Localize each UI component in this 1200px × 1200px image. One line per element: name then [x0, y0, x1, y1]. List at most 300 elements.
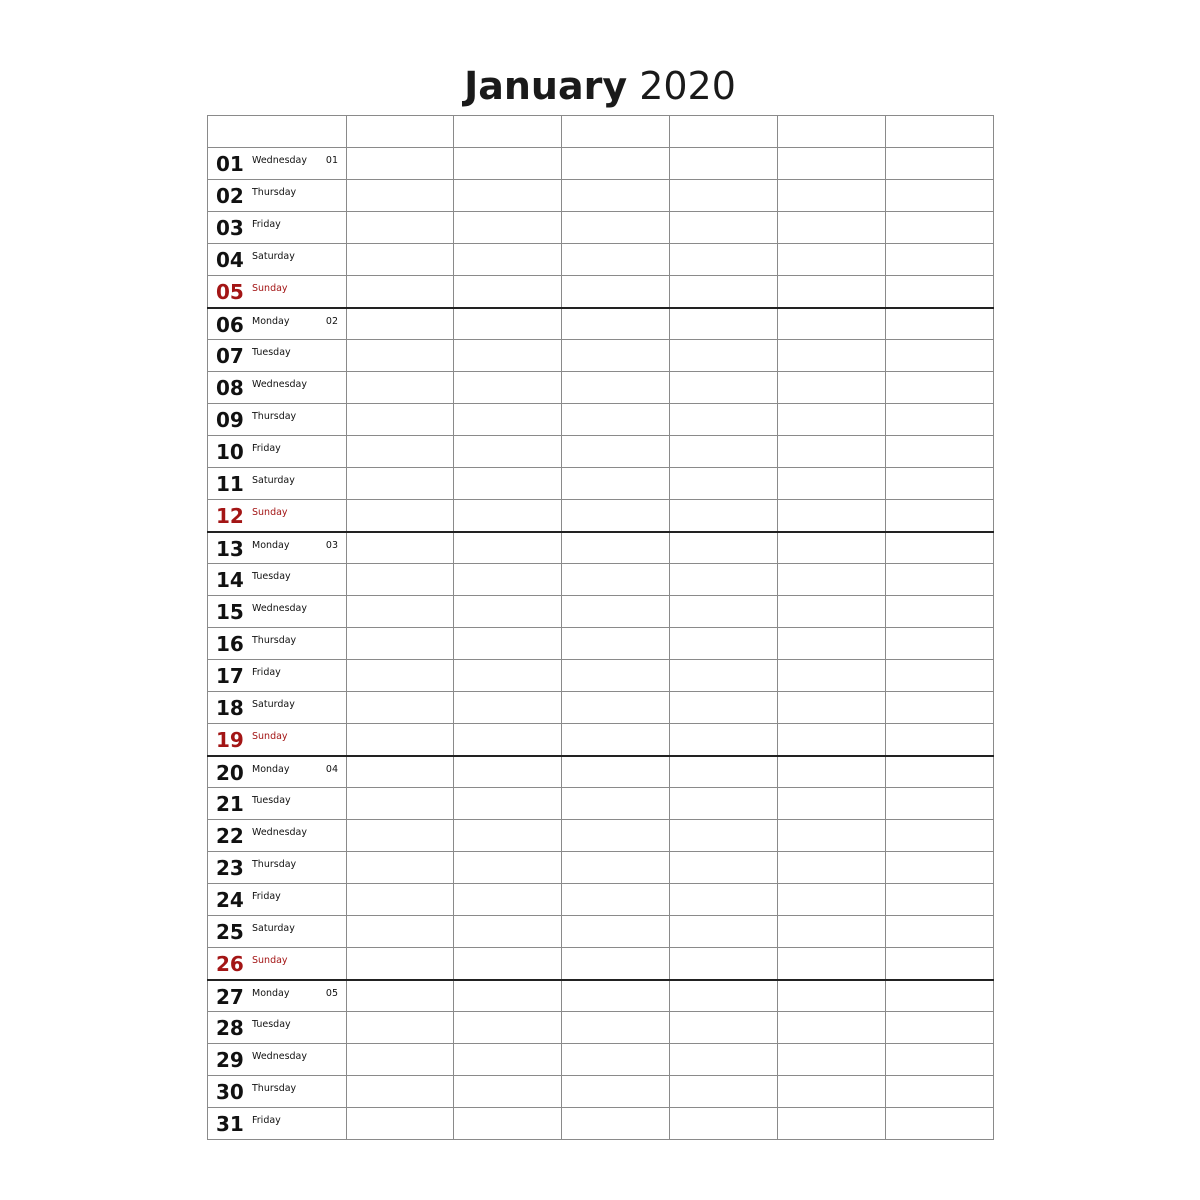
entry-cell[interactable]	[562, 852, 670, 884]
header-cell-member-6[interactable]	[886, 116, 994, 148]
day-row	[208, 372, 994, 404]
entry-cell[interactable]	[778, 500, 886, 532]
day-name: Wednesday	[252, 155, 308, 166]
entry-cell[interactable]	[347, 884, 454, 916]
day-label-cell	[208, 244, 347, 276]
entry-cell[interactable]	[778, 468, 886, 500]
day-name: Friday	[252, 443, 281, 454]
day-number: 02	[216, 184, 244, 208]
day-name: Wednesday	[252, 603, 308, 614]
entry-cell[interactable]	[562, 372, 670, 404]
entry-cell[interactable]	[454, 1108, 562, 1140]
entry-cell[interactable]	[347, 660, 454, 692]
entry-cell[interactable]	[347, 852, 454, 884]
day-name: Tuesday	[252, 347, 291, 358]
entry-cell[interactable]	[454, 564, 562, 596]
entry-cell[interactable]	[454, 244, 562, 276]
entry-cell[interactable]	[886, 148, 994, 180]
day-number: 30	[216, 1080, 244, 1104]
entry-cell[interactable]	[778, 660, 886, 692]
day-row	[208, 1076, 994, 1108]
day-number: 21	[216, 792, 244, 816]
entry-cell[interactable]	[347, 372, 454, 404]
day-row	[208, 628, 994, 660]
entry-cell[interactable]	[670, 308, 778, 340]
entry-cell[interactable]	[886, 180, 994, 212]
day-number: 06	[216, 312, 244, 337]
entry-cell[interactable]	[886, 532, 994, 564]
entry-cell[interactable]	[347, 692, 454, 724]
entry-cell[interactable]	[670, 148, 778, 180]
entry-cell[interactable]	[347, 788, 454, 820]
entry-cell[interactable]	[670, 180, 778, 212]
entry-cell[interactable]	[778, 404, 886, 436]
day-row	[208, 436, 994, 468]
entry-cell[interactable]	[562, 148, 670, 180]
entry-cell[interactable]	[670, 948, 778, 980]
entry-cell[interactable]	[454, 788, 562, 820]
entry-cell[interactable]	[778, 340, 886, 372]
entry-cell[interactable]	[670, 1044, 778, 1076]
day-name: Saturday	[252, 923, 295, 934]
entry-cell[interactable]	[778, 1076, 886, 1108]
entry-cell[interactable]	[670, 916, 778, 948]
entry-cell[interactable]	[670, 404, 778, 436]
day-number: 19	[216, 728, 244, 752]
entry-cell[interactable]	[778, 1012, 886, 1044]
day-number: 08	[216, 376, 244, 400]
day-label-cell	[208, 276, 347, 308]
header-cell-member-1[interactable]	[347, 116, 454, 148]
day-label-cell	[208, 436, 347, 468]
entry-cell[interactable]	[670, 372, 778, 404]
entry-cell[interactable]	[778, 756, 886, 788]
entry-cell[interactable]	[454, 884, 562, 916]
entry-cell[interactable]	[778, 212, 886, 244]
day-row	[208, 276, 994, 308]
day-label-cell	[208, 500, 347, 532]
entry-cell[interactable]	[562, 916, 670, 948]
entry-cell[interactable]	[347, 916, 454, 948]
day-row	[208, 212, 994, 244]
entry-cell[interactable]	[886, 884, 994, 916]
day-name: Thursday	[252, 1083, 297, 1094]
entry-cell[interactable]	[778, 916, 886, 948]
entry-cell[interactable]	[886, 308, 994, 340]
day-number: 17	[216, 664, 244, 688]
entry-cell[interactable]	[347, 1012, 454, 1044]
day-number: 25	[216, 920, 244, 944]
day-label-cell	[208, 628, 347, 660]
entry-cell[interactable]	[454, 1044, 562, 1076]
day-row	[208, 884, 994, 916]
day-name: Tuesday	[252, 1019, 291, 1030]
entry-cell[interactable]	[562, 884, 670, 916]
entry-cell[interactable]	[778, 532, 886, 564]
header-row	[208, 116, 994, 148]
day-row	[208, 596, 994, 628]
entry-cell[interactable]	[670, 852, 778, 884]
entry-cell[interactable]	[562, 724, 670, 756]
entry-cell[interactable]	[562, 980, 670, 1012]
entry-cell[interactable]	[347, 468, 454, 500]
day-row	[208, 916, 994, 948]
entry-cell[interactable]	[670, 276, 778, 308]
day-row	[208, 852, 994, 884]
entry-cell[interactable]	[562, 1076, 670, 1108]
entry-cell[interactable]	[886, 1012, 994, 1044]
entry-cell[interactable]	[454, 276, 562, 308]
day-row	[208, 500, 994, 532]
day-number: 12	[216, 504, 244, 528]
title-month: January	[464, 64, 628, 108]
entry-cell[interactable]	[562, 1108, 670, 1140]
entry-cell[interactable]	[347, 244, 454, 276]
entry-cell[interactable]	[562, 468, 670, 500]
entry-cell[interactable]	[454, 308, 562, 340]
entry-cell[interactable]	[347, 148, 454, 180]
entry-cell[interactable]	[778, 788, 886, 820]
entry-cell[interactable]	[347, 404, 454, 436]
entry-cell[interactable]	[670, 724, 778, 756]
entry-cell[interactable]	[562, 948, 670, 980]
entry-cell[interactable]	[454, 820, 562, 852]
day-name: Saturday	[252, 699, 295, 710]
entry-cell[interactable]	[562, 340, 670, 372]
entry-cell[interactable]	[347, 1044, 454, 1076]
entry-cell[interactable]	[670, 820, 778, 852]
entry-cell[interactable]	[562, 1044, 670, 1076]
day-row	[208, 1108, 994, 1140]
entry-cell[interactable]	[886, 276, 994, 308]
week-number: 03	[325, 539, 338, 551]
entry-cell[interactable]	[454, 852, 562, 884]
header-cell-member-3[interactable]	[562, 116, 670, 148]
day-number: 01	[216, 152, 244, 176]
entry-cell[interactable]	[886, 852, 994, 884]
week-number: 05	[325, 987, 338, 999]
entry-cell[interactable]	[562, 564, 670, 596]
entry-cell[interactable]	[886, 788, 994, 820]
entry-cell[interactable]	[778, 948, 886, 980]
day-number: 31	[216, 1112, 244, 1136]
day-row	[208, 468, 994, 500]
entry-cell[interactable]	[454, 1076, 562, 1108]
entry-cell[interactable]	[670, 564, 778, 596]
entry-cell[interactable]	[562, 788, 670, 820]
entry-cell[interactable]	[778, 1044, 886, 1076]
entry-cell[interactable]	[454, 692, 562, 724]
day-name: Friday	[252, 891, 281, 902]
entry-cell[interactable]	[562, 436, 670, 468]
day-row	[208, 308, 994, 340]
entry-cell[interactable]	[454, 180, 562, 212]
day-label-cell	[208, 1012, 347, 1044]
entry-cell[interactable]	[778, 308, 886, 340]
day-name: Saturday	[252, 475, 295, 486]
day-label-cell	[208, 756, 347, 788]
day-name: Thursday	[252, 859, 297, 870]
entry-cell[interactable]	[670, 756, 778, 788]
day-label-cell	[208, 308, 347, 340]
day-row	[208, 980, 994, 1012]
day-name: Thursday	[252, 635, 297, 646]
entry-cell[interactable]	[347, 180, 454, 212]
entry-cell[interactable]	[886, 948, 994, 980]
entry-cell[interactable]	[562, 1012, 670, 1044]
entry-cell[interactable]	[454, 340, 562, 372]
day-label-cell	[208, 468, 347, 500]
entry-cell[interactable]	[670, 500, 778, 532]
entry-cell[interactable]	[347, 948, 454, 980]
day-label-cell	[208, 148, 347, 180]
entry-cell[interactable]	[670, 596, 778, 628]
entry-cell[interactable]	[886, 372, 994, 404]
day-row	[208, 564, 994, 596]
entry-cell[interactable]	[670, 1012, 778, 1044]
day-row	[208, 756, 994, 788]
entry-cell[interactable]	[670, 692, 778, 724]
entry-cell[interactable]	[454, 724, 562, 756]
entry-cell[interactable]	[778, 180, 886, 212]
day-row	[208, 788, 994, 820]
entry-cell[interactable]	[886, 756, 994, 788]
entry-cell[interactable]	[886, 468, 994, 500]
entry-cell[interactable]	[347, 532, 454, 564]
day-label-cell	[208, 916, 347, 948]
day-name: Saturday	[252, 251, 295, 262]
entry-cell[interactable]	[562, 276, 670, 308]
entry-cell[interactable]	[886, 596, 994, 628]
day-name: Sunday	[252, 283, 288, 294]
day-row	[208, 340, 994, 372]
day-name: Sunday	[252, 507, 288, 518]
entry-cell[interactable]	[454, 980, 562, 1012]
entry-cell[interactable]	[347, 596, 454, 628]
entry-cell[interactable]	[347, 564, 454, 596]
entry-cell[interactable]	[670, 532, 778, 564]
entry-cell[interactable]	[886, 500, 994, 532]
planner-body	[208, 116, 994, 1140]
day-label-cell	[208, 820, 347, 852]
day-label-cell	[208, 660, 347, 692]
entry-cell[interactable]	[886, 820, 994, 852]
entry-cell[interactable]	[454, 468, 562, 500]
entry-cell[interactable]	[886, 244, 994, 276]
header-cell-member-4[interactable]	[670, 116, 778, 148]
entry-cell[interactable]	[670, 980, 778, 1012]
day-number: 22	[216, 824, 244, 848]
day-number: 10	[216, 440, 244, 464]
entry-cell[interactable]	[454, 500, 562, 532]
entry-cell[interactable]	[347, 1108, 454, 1140]
entry-cell[interactable]	[670, 788, 778, 820]
day-name: Monday	[252, 763, 290, 775]
entry-cell[interactable]	[347, 980, 454, 1012]
day-name: Sunday	[252, 955, 288, 966]
day-label-cell	[208, 1108, 347, 1140]
entry-cell[interactable]	[670, 628, 778, 660]
entry-cell[interactable]	[562, 756, 670, 788]
entry-cell[interactable]	[347, 756, 454, 788]
day-number: 29	[216, 1048, 244, 1072]
week-number: 01	[325, 155, 338, 166]
day-name: Wednesday	[252, 379, 308, 390]
entry-cell[interactable]	[886, 212, 994, 244]
entry-cell[interactable]	[562, 596, 670, 628]
entry-cell[interactable]	[670, 660, 778, 692]
title-year: 2020	[639, 64, 736, 108]
entry-cell[interactable]	[670, 468, 778, 500]
header-cell-date[interactable]	[208, 116, 347, 148]
entry-cell[interactable]	[454, 660, 562, 692]
entry-cell[interactable]	[562, 660, 670, 692]
day-number: 09	[216, 408, 244, 432]
day-row	[208, 1012, 994, 1044]
day-number: 03	[216, 216, 244, 240]
day-number: 05	[216, 280, 244, 304]
entry-cell[interactable]	[454, 532, 562, 564]
entry-cell[interactable]	[778, 148, 886, 180]
entry-cell[interactable]	[778, 980, 886, 1012]
day-label-cell	[208, 948, 347, 980]
day-number: 14	[216, 568, 244, 592]
entry-cell[interactable]	[670, 244, 778, 276]
entry-cell[interactable]	[886, 660, 994, 692]
entry-cell[interactable]	[347, 436, 454, 468]
entry-cell[interactable]	[454, 436, 562, 468]
entry-cell[interactable]	[778, 244, 886, 276]
day-row	[208, 148, 994, 180]
entry-cell[interactable]	[347, 724, 454, 756]
day-number: 13	[216, 536, 244, 561]
entry-cell[interactable]	[886, 628, 994, 660]
week-number: 04	[325, 763, 338, 775]
entry-cell[interactable]	[886, 724, 994, 756]
header-cell-member-5[interactable]	[778, 116, 886, 148]
entry-cell[interactable]	[886, 1108, 994, 1140]
day-number: 20	[216, 760, 244, 785]
entry-cell[interactable]	[454, 148, 562, 180]
entry-cell[interactable]	[886, 436, 994, 468]
day-name: Monday	[252, 315, 290, 327]
entry-cell[interactable]	[562, 212, 670, 244]
entry-cell[interactable]	[454, 1012, 562, 1044]
entry-cell[interactable]	[562, 820, 670, 852]
entry-cell[interactable]	[562, 180, 670, 212]
day-number: 04	[216, 248, 244, 272]
week-number: 02	[325, 315, 338, 327]
entry-cell[interactable]	[454, 212, 562, 244]
entry-cell[interactable]	[454, 404, 562, 436]
day-row	[208, 532, 994, 564]
day-name: Friday	[252, 1115, 281, 1126]
entry-cell[interactable]	[778, 596, 886, 628]
entry-cell[interactable]	[778, 372, 886, 404]
entry-cell[interactable]	[562, 308, 670, 340]
day-name: Sunday	[252, 731, 288, 742]
entry-cell[interactable]	[347, 1076, 454, 1108]
entry-cell[interactable]	[886, 692, 994, 724]
entry-cell[interactable]	[670, 1108, 778, 1140]
entry-cell[interactable]	[347, 628, 454, 660]
entry-cell[interactable]	[670, 1076, 778, 1108]
entry-cell[interactable]	[778, 564, 886, 596]
day-label-cell	[208, 1044, 347, 1076]
day-number: 27	[216, 984, 244, 1009]
entry-cell[interactable]	[454, 756, 562, 788]
entry-cell[interactable]	[670, 884, 778, 916]
day-label-cell	[208, 692, 347, 724]
entry-cell[interactable]	[347, 500, 454, 532]
entry-cell[interactable]	[670, 340, 778, 372]
entry-cell[interactable]	[562, 244, 670, 276]
entry-cell[interactable]	[454, 916, 562, 948]
entry-cell[interactable]	[886, 1044, 994, 1076]
header-cell-member-2[interactable]	[454, 116, 562, 148]
entry-cell[interactable]	[778, 692, 886, 724]
entry-cell[interactable]	[347, 308, 454, 340]
entry-cell[interactable]	[454, 596, 562, 628]
entry-cell[interactable]	[886, 980, 994, 1012]
entry-cell[interactable]	[454, 372, 562, 404]
day-label-cell	[208, 180, 347, 212]
entry-cell[interactable]	[778, 436, 886, 468]
entry-cell[interactable]	[778, 276, 886, 308]
entry-cell[interactable]	[886, 340, 994, 372]
day-name: Monday	[252, 539, 290, 551]
day-label-cell	[208, 596, 347, 628]
entry-cell[interactable]	[886, 916, 994, 948]
entry-cell[interactable]	[778, 724, 886, 756]
day-label-cell	[208, 884, 347, 916]
day-name: Wednesday	[252, 827, 308, 838]
entry-cell[interactable]	[778, 884, 886, 916]
day-name: Thursday	[252, 187, 297, 198]
entry-cell[interactable]	[347, 212, 454, 244]
entry-cell[interactable]	[562, 404, 670, 436]
entry-cell[interactable]	[886, 564, 994, 596]
entry-cell[interactable]	[886, 1076, 994, 1108]
entry-cell[interactable]	[670, 212, 778, 244]
entry-cell[interactable]	[562, 532, 670, 564]
entry-cell[interactable]	[778, 628, 886, 660]
entry-cell[interactable]	[886, 404, 994, 436]
entry-cell[interactable]	[778, 852, 886, 884]
entry-cell[interactable]	[778, 1108, 886, 1140]
entry-cell[interactable]	[670, 436, 778, 468]
day-label-cell	[208, 372, 347, 404]
day-number: 07	[216, 344, 244, 368]
entry-cell[interactable]	[454, 628, 562, 660]
day-name: Tuesday	[252, 795, 291, 806]
day-label-cell	[208, 980, 347, 1012]
day-label-cell	[208, 724, 347, 756]
entry-cell[interactable]	[347, 340, 454, 372]
entry-cell[interactable]	[347, 820, 454, 852]
entry-cell[interactable]	[562, 692, 670, 724]
day-number: 15	[216, 600, 244, 624]
day-row	[208, 1044, 994, 1076]
day-number: 24	[216, 888, 244, 912]
entry-cell[interactable]	[562, 628, 670, 660]
entry-cell[interactable]	[562, 500, 670, 532]
day-label-cell	[208, 404, 347, 436]
entry-cell[interactable]	[347, 276, 454, 308]
entry-cell[interactable]	[778, 820, 886, 852]
day-label-cell	[208, 340, 347, 372]
entry-cell[interactable]	[454, 948, 562, 980]
